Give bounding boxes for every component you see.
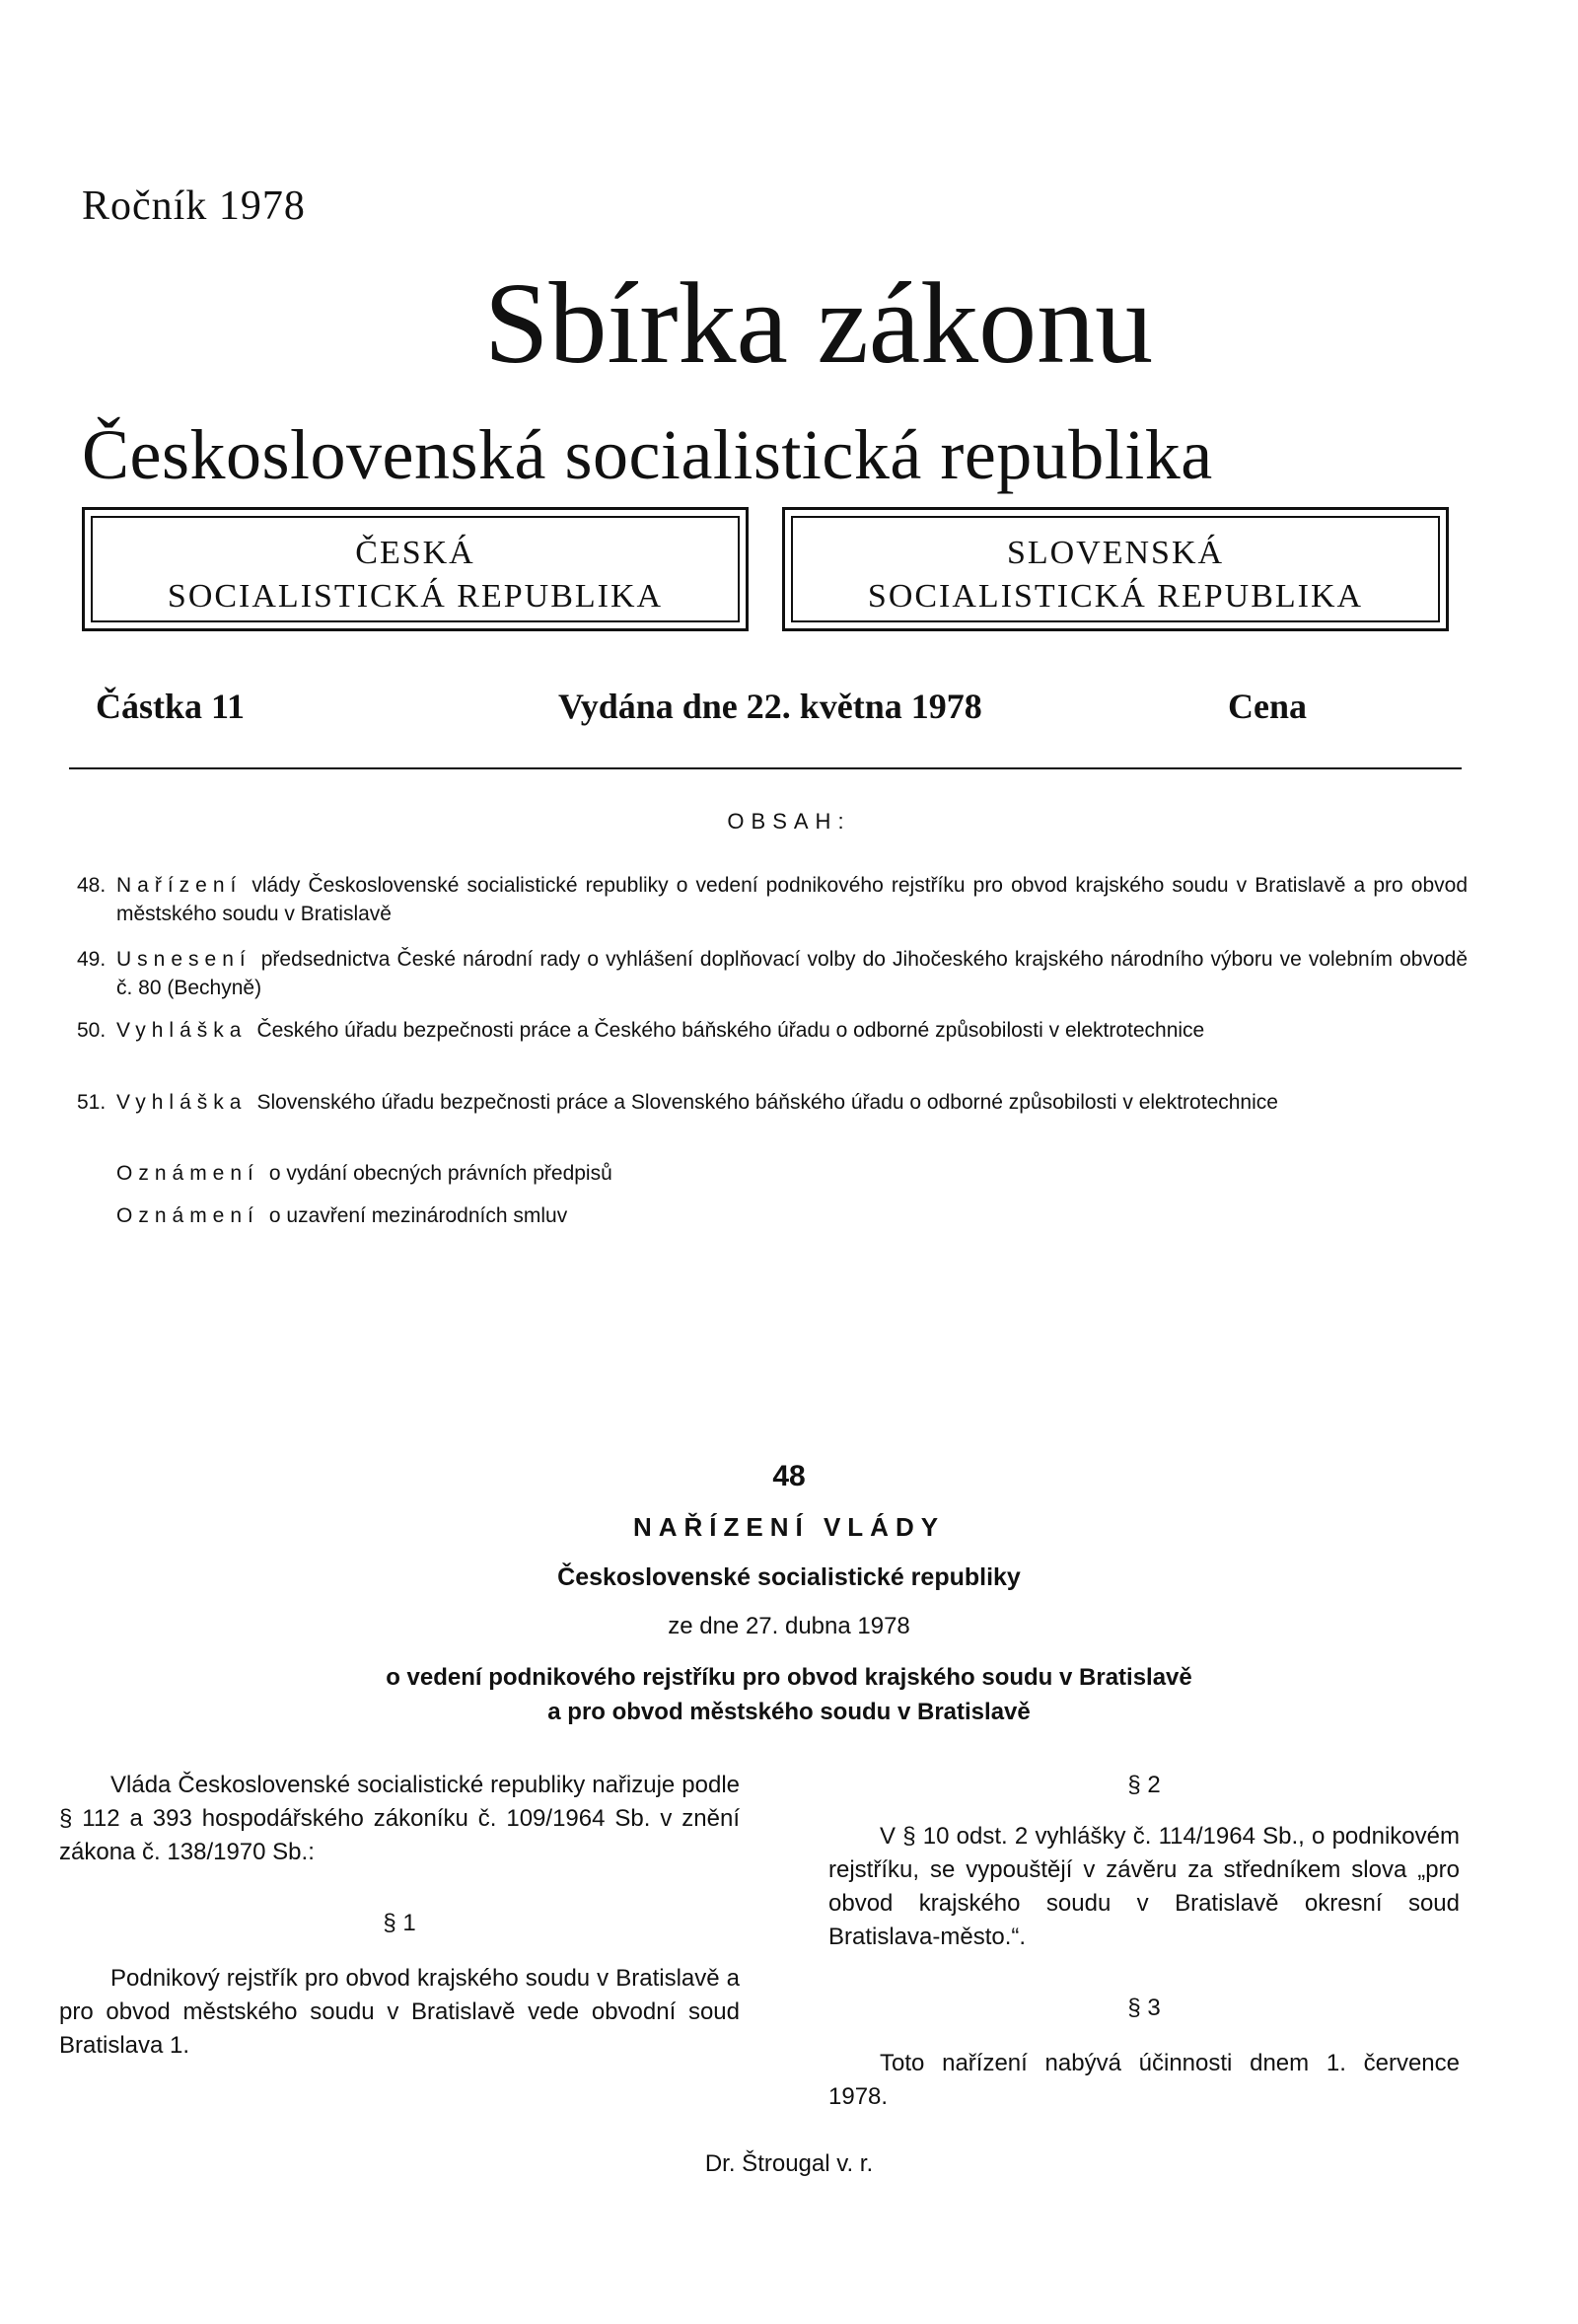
slovak-republic-box	[782, 507, 1449, 631]
toc-notice-kind: Oznámení	[116, 1162, 259, 1185]
toc-item-number: 48.	[77, 874, 107, 897]
section-label: § 3	[1127, 1995, 1161, 2021]
toc-item-kind: Usnesení	[116, 948, 251, 971]
toc-item-number: 49.	[77, 948, 107, 971]
toc-item	[77, 1088, 1468, 1117]
toc-item-kind: Nařízení	[116, 874, 243, 897]
preamble-text: Vláda Československé socialistické republiky nařizuje podle § 112 a 393 hospodářského zákoníku č. 109/1964 Sb. v znění zákona č. 138/1970 Sb.:	[59, 1772, 740, 1865]
regulation-subject	[0, 1660, 1578, 1729]
regulation-date: ze dne 27. dubna 1978	[668, 1613, 910, 1639]
republic-left-line1: ČESKÁ	[355, 535, 475, 571]
toc-notice-kind: Oznámení	[116, 1204, 259, 1227]
section-text: Toto nařízení nabývá účinnosti dnem 1. července 1978.	[828, 2050, 1460, 2110]
section-text: V § 10 odst. 2 vyhlášky č. 114/1964 Sb., o podnikovém rejstříku, se vypouštějí v závěru za středníkem slova „pro obvod krajského soudu v Bratislavě okresní soud Bratislava-město.“.	[828, 1823, 1460, 1950]
toc-item-kind: Vyhláška	[116, 1091, 248, 1114]
toc-notice-text: o uzavření mezinárodních smluv	[268, 1204, 568, 1227]
toc-item-number: 51.	[77, 1091, 107, 1114]
state-name: Československá socialistická republika	[82, 415, 1213, 494]
toc-item-number: 50.	[77, 1019, 107, 1042]
toc-item	[77, 945, 1468, 1002]
contents-heading: OBSAH:	[727, 809, 851, 834]
toc-notice-text: o vydání obecných právních předpisů	[268, 1162, 612, 1185]
republic-right-line2: SOCIALISTICKÁ REPUBLIKA	[867, 578, 1364, 615]
issue-part: Částka 11	[96, 687, 246, 726]
right-column	[828, 1769, 1460, 2114]
toc-item-text: předsednictva České národní rady o vyhlášení doplňovací volby do Jihočeského krajského národního výboru ve volebním obvodě č. 80 (Bechyně)	[116, 948, 1468, 999]
left-column	[59, 1769, 740, 2063]
toc-item	[77, 1016, 1468, 1045]
header-divider	[69, 767, 1462, 769]
volume-label: Ročník 1978	[82, 183, 306, 229]
publication-title: Sbírka zákonu	[483, 258, 1154, 388]
toc-notice	[116, 1201, 567, 1230]
issue-price: Cena	[1228, 687, 1307, 726]
toc-item-kind: Vyhláška	[116, 1019, 248, 1042]
toc-item-text: vlády Československé socialistické republiky o vedení podnikového rejstříku pro obvod krajského soudu v Bratislavě a pro obvod městského soudu v Bratislavě	[116, 874, 1468, 925]
regulation-subject-line1: o vedení podnikového rejstříku pro obvod krajského soudu v Bratislavě	[386, 1664, 1192, 1691]
section-label: § 2	[1127, 1772, 1161, 1798]
section-label: § 1	[383, 1910, 416, 1936]
toc-item-text: Českého úřadu bezpečnosti práce a Českého báňského úřadu o odborné způsobilosti v elektrotechnice	[256, 1019, 1205, 1042]
czech-republic-box	[82, 507, 749, 631]
republic-left-line2: SOCIALISTICKÁ REPUBLIKA	[167, 578, 664, 615]
regulation-number: 48	[772, 1460, 806, 1492]
regulation-subject-line2: a pro obvod městského soudu v Bratislavě	[547, 1699, 1031, 1725]
section-text: Podnikový rejstřík pro obvod krajského soudu v Bratislavě a pro obvod městského soudu v Bratislavě vede obvodní soud Bratislava 1.	[59, 1965, 740, 2059]
issue-date: Vydána dne 22. května 1978	[558, 687, 982, 726]
republic-right-line1: SLOVENSKÁ	[1006, 535, 1225, 571]
regulation-type: NAŘÍZENÍ VLÁDY	[632, 1512, 946, 1542]
signature: Dr. Štrougal v. r.	[704, 2150, 874, 2177]
toc-item	[77, 871, 1468, 928]
toc-item-text: Slovenského úřadu bezpečnosti práce a Slovenského báňského úřadu o odborné způsobilosti v elektrotechnice	[256, 1091, 1278, 1114]
regulation-issuer: Československé socialistické republiky	[557, 1563, 1021, 1591]
toc-notice	[116, 1159, 612, 1188]
